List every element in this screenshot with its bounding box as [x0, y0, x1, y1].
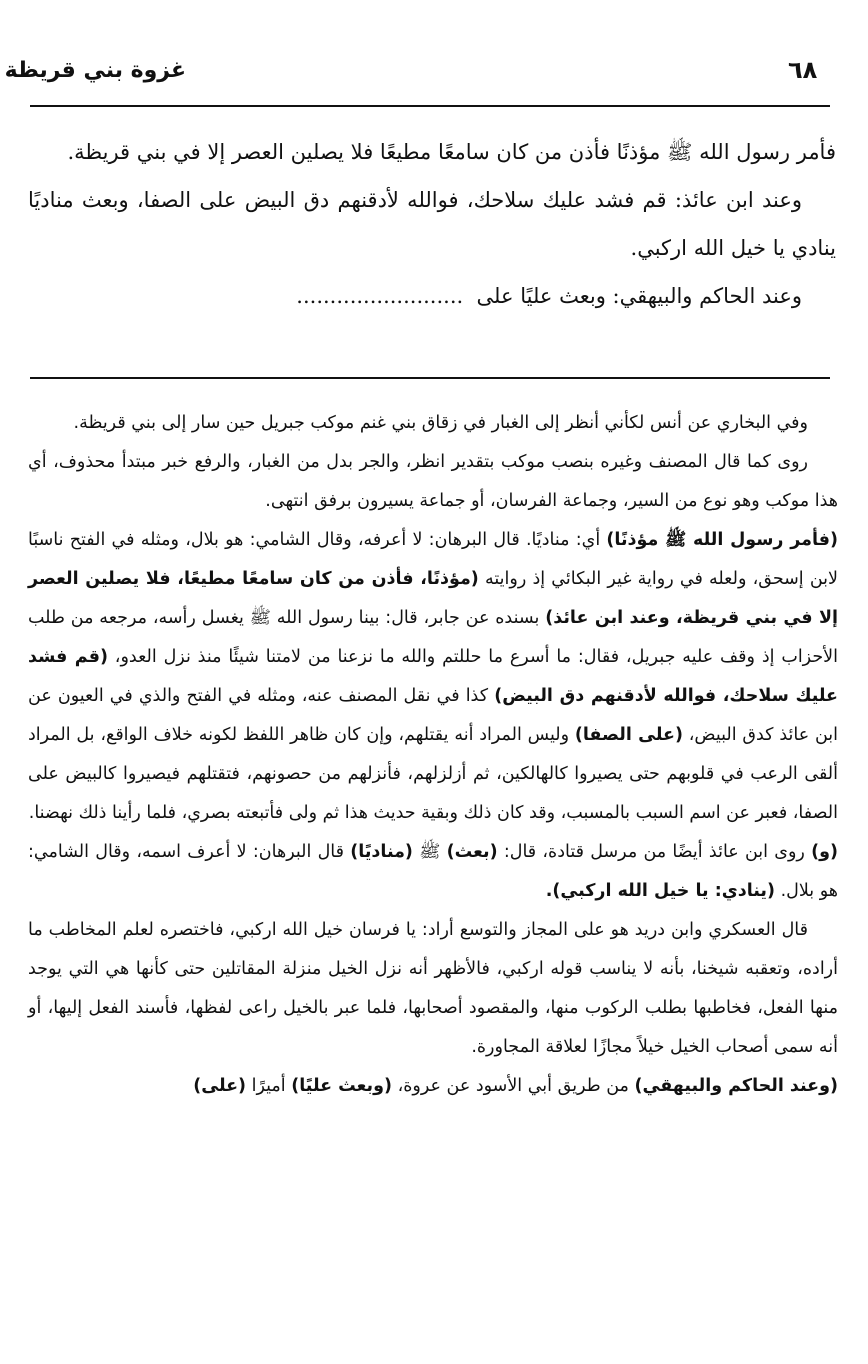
commentary	[28, 404, 838, 1106]
commentary-text: أميرًا	[246, 1076, 292, 1096]
quoted-phrase: (على الصفا)	[574, 725, 683, 745]
commentary-paragraph-6	[28, 1067, 838, 1106]
commentary-paragraph-2: روى كما قال المصنف وغيره بنصب موكب بتقدير انظر، والجر بدل من الغبار، والرفع خبر مبتدأ محذوف، أي هذا موكب وهو نوع من السير، وجماعة الفرسان، أو جماعة يسيرون برفق انتهى.	[28, 452, 838, 511]
ellipsis-dots: .........................	[296, 284, 464, 308]
commentary-paragraph-3	[28, 521, 838, 833]
quoted-phrase: (على)	[193, 1076, 247, 1096]
commentary-text: من طريق أبي الأسود عن عروة،	[392, 1076, 635, 1096]
quoted-phrase: (فأمر رسول الله ﷺ مؤذنًا)	[606, 530, 839, 550]
commentary-text: وليس المراد أنه يقتلهم، وإن كان ظاهر اللفظ لكونه خلاف الواقع، بل المراد ألقى الرعب في قلوبهم حتى يصيروا كالهالكين، ثم أزلزلهم، فأنزلهم من حصونهم، فتقتلهم فيصيروا كالبيض على الصفا، فعبر عن اسم السبب بالمسبب، وقد كان ذلك وبقية حديث هذا ثم ولى فأتبعته بصري، فلما رأينا ذلك نهضنا.	[28, 725, 838, 823]
commentary-separator-rule	[30, 377, 830, 379]
running-header-title: غزوة بني قريظة	[4, 58, 186, 83]
commentary-text: ﷺ	[412, 842, 447, 862]
quoted-phrase: (بعث)	[446, 842, 498, 862]
main-text	[28, 128, 836, 320]
quoted-phrase: (ينادي: يا خيل الله اركبي).	[545, 881, 775, 901]
commentary-paragraph-5: قال العسكري وابن دريد هو على المجاز والتوسع أراد: يا فرسان خيل الله اركبي، فاختصره لعلم المخاطب ما أراده، وتعقبه شيخنا، بأنه لا يناسب قوله اركبي، فالأظهر أنه نزل الخيل منزلة المقاتلين حتى كأنها هي التي يوجد منها الفعل، فخاطبها بطلب الركوب منها، والمقصود أصحابها، فلما عبر بالخيل راعى لفظها، فأسند الفعل إليها، أو أنه سمى أصحاب الخيل خيلاً مجازًا لعلاقة المجاورة.	[28, 920, 838, 1057]
commentary-text: بسنده عن جابر، قال: بينا رسول الله ﷺ يغسل رأسه، مرجعه من طلب الأحزاب إذ وقف عليه جبريل، فقال: ما أسرع ما حللتم والله ما نزعنا من لامتنا شيئًا منذ نزل العدو،	[28, 608, 838, 667]
commentary-text: كذا في نقل المصنف عنه، ومثله في الفتح والذي في العيون عن ابن عائذ كدق البيض،	[28, 686, 839, 745]
main-paragraph-1: فأمر رسول الله ﷺ مؤذنًا فأذن من كان سامعًا مطيعًا فلا يصلين العصر إلا في بني قريظة.	[67, 140, 836, 164]
commentary-text: روى ابن عائذ أيضًا من مرسل قتادة، قال:	[497, 842, 812, 862]
quoted-phrase: (قم فشد عليك سلاحك، فوالله لأدقنهم دق البيض)	[28, 647, 839, 706]
main-paragraph-3-text: وعند الحاكم والبيهقي: وبعث عليًا على	[476, 284, 802, 308]
commentary-paragraph-1: وفي البخاري عن أنس لكأني أنظر إلى الغبار في زقاق بني غنم موكب جبريل حين سار إلى بني قريظة.	[73, 413, 808, 433]
main-paragraph-2: وعند ابن عائذ: قم فشد عليك سلاحك، فوالله لأدقنهم دق البيض على الصفا، وبعث مناديًا ينادي يا خيل الله اركبي.	[28, 188, 836, 260]
quoted-phrase: (وبعث عليًا)	[291, 1076, 392, 1096]
main-paragraph-3	[28, 272, 836, 320]
header-rule	[30, 105, 830, 107]
commentary-text: قال البرهان: لا أعرف اسمه، وقال الشامي: هو بلال.	[28, 842, 838, 901]
quoted-phrase: (مناديًا)	[350, 842, 413, 862]
page-number: ٦٨	[788, 56, 818, 84]
commentary-paragraph-4	[28, 833, 838, 911]
quoted-phrase: (وعند الحاكم والبيهقي)	[634, 1076, 838, 1096]
quoted-phrase: (و)	[811, 842, 839, 862]
quoted-phrase: (مؤذنًا، فأذن من كان سامعًا مطيعًا، فلا يصلين العصر إلا في بني قريظة، وعند ابن عائذ)	[28, 569, 839, 628]
commentary-text: أي: مناديًا. قال البرهان: لا أعرفه، وقال الشامي: هو بلال، ومثله في الفتح ناسبًا لابن إسحق، ولعله في رواية غير البكائي إذ روايته	[28, 530, 838, 589]
